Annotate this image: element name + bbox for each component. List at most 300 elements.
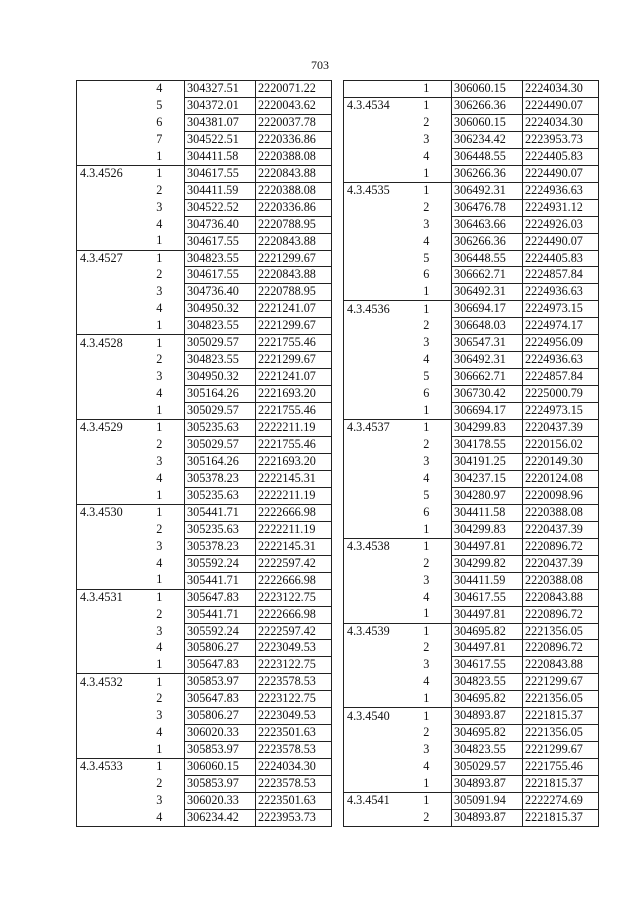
y-coordinate-cell: 2220788.95 [256,284,332,301]
page-number: 703 [311,58,329,72]
point-number-cell: 4 [156,386,163,401]
table-row [77,691,332,708]
x-coordinate-cell: 304736.40 [185,284,256,301]
section-id-cell: 4.3.4535 [344,182,402,199]
x-coordinate-cell: 304695.82 [452,691,523,708]
y-coordinate-cell: 2223578.53 [256,674,332,691]
point-number-cell: 1 [402,793,452,810]
section-id-cell: 4.3.4534 [344,97,402,114]
x-coordinate-cell: 304736.40 [185,216,256,233]
point-number-cell: 1 [156,657,163,672]
point-number-cell: 3 [156,199,163,214]
table-row [77,437,332,454]
x-coordinate-cell: 304617.55 [185,233,256,250]
table-row [77,131,332,148]
x-coordinate-cell: 304299.83 [452,420,523,437]
point-number-cell: 4 [423,148,430,163]
table-row [77,369,332,386]
x-coordinate-cell: 305235.63 [185,521,256,538]
x-coordinate-cell: 305091.94 [452,793,523,810]
section-id-cell [77,793,135,810]
table-row [344,521,599,538]
x-coordinate-cell: 306448.55 [452,250,523,267]
section-id-cell [344,114,402,131]
section-id-cell [344,487,402,504]
y-coordinate-cell: 2223122.75 [256,589,332,606]
point-number-cell: 1 [156,148,163,163]
x-coordinate-cell: 306662.71 [452,267,523,284]
y-coordinate-cell: 2221815.37 [523,809,599,826]
point-number-cell: 2 [156,352,163,367]
y-coordinate-cell: 2224857.84 [523,369,599,386]
section-id-cell [77,233,135,250]
point-number-cell: 5 [423,250,430,265]
section-id-cell [77,199,135,216]
point-number-cell: 1 [423,691,430,706]
section-id-cell [77,403,135,420]
y-coordinate-cell: 2224973.15 [523,301,599,318]
section-id-cell [77,572,135,589]
coordinates-table-right [343,80,599,827]
table-row [77,352,332,369]
point-number-cell: 1 [402,538,452,555]
point-number-cell: 1 [156,318,163,333]
x-coordinate-cell: 304411.58 [452,504,523,521]
section-id-cell [77,267,135,284]
point-number-cell: 1 [423,775,430,790]
x-coordinate-cell: 306662.71 [452,369,523,386]
x-coordinate-cell: 306060.15 [185,759,256,776]
point-number-cell: 2 [156,521,163,536]
section-id-cell [77,148,135,165]
point-number-cell: 2 [423,640,430,655]
x-coordinate-cell: 304237.15 [452,470,523,487]
section-id-cell [77,182,135,199]
point-number-cell: 1 [402,97,452,114]
point-number-cell: 1 [156,741,163,756]
x-coordinate-cell: 306060.15 [452,81,523,98]
y-coordinate-cell: 2221299.67 [256,318,332,335]
x-coordinate-cell: 305235.63 [185,487,256,504]
point-number-cell: 1 [402,301,452,318]
section-id-cell [77,301,135,318]
x-coordinate-cell: 305592.24 [185,555,256,572]
section-id-cell [344,318,402,335]
table-row [77,725,332,742]
section-id-cell [344,606,402,623]
section-id-cell [344,81,402,98]
x-coordinate-cell: 305806.27 [185,640,256,657]
table-row [344,572,599,589]
table-row [77,674,332,691]
section-id-cell [77,640,135,657]
point-number-cell: 3 [423,657,430,672]
x-coordinate-cell: 304411.59 [452,572,523,589]
table-row [344,233,599,250]
table-row [344,538,599,555]
table-row [77,470,332,487]
point-number-cell: 5 [423,487,430,502]
section-id-cell [344,148,402,165]
x-coordinate-cell: 306020.33 [185,793,256,810]
y-coordinate-cell: 2224936.63 [523,284,599,301]
y-coordinate-cell: 2220156.02 [523,437,599,454]
section-id-cell [77,437,135,454]
table-row [344,809,599,826]
x-coordinate-cell: 304178.55 [452,437,523,454]
x-coordinate-cell: 304327.51 [185,81,256,98]
point-number-cell: 5 [423,369,430,384]
section-id-cell: 4.3.4531 [77,589,135,606]
section-id-cell [344,555,402,572]
y-coordinate-cell: 2224926.03 [523,216,599,233]
y-coordinate-cell: 2220896.72 [523,538,599,555]
table-row [77,538,332,555]
x-coordinate-cell: 306463.66 [452,216,523,233]
table-row [77,742,332,759]
point-number-cell: 3 [156,538,163,553]
point-number-cell: 3 [156,623,163,638]
x-coordinate-cell: 305853.97 [185,742,256,759]
y-coordinate-cell: 2224490.07 [523,233,599,250]
y-coordinate-cell: 2221755.46 [256,335,332,352]
point-number-cell: 1 [135,165,185,182]
x-coordinate-cell: 306060.15 [452,114,523,131]
y-coordinate-cell: 2220896.72 [523,640,599,657]
section-id-cell [344,572,402,589]
table-row [77,606,332,623]
x-coordinate-cell: 305647.83 [185,589,256,606]
y-coordinate-cell: 2220071.22 [256,81,332,98]
point-number-cell: 2 [423,725,430,740]
table-row [77,97,332,114]
point-number-cell: 6 [423,504,430,519]
y-coordinate-cell: 2221755.46 [523,759,599,776]
point-number-cell: 4 [135,81,185,98]
x-coordinate-cell: 304823.55 [185,352,256,369]
table-row [77,335,332,352]
table-row [344,437,599,454]
y-coordinate-cell: 2223049.53 [256,708,332,725]
table-row [77,233,332,250]
y-coordinate-cell: 2223578.53 [256,776,332,793]
y-coordinate-cell: 2223049.53 [256,640,332,657]
section-id-cell: 4.3.4528 [77,335,135,352]
point-number-cell: 1 [156,572,163,587]
y-coordinate-cell: 2224974.17 [523,318,599,335]
y-coordinate-cell: 2222666.98 [256,504,332,521]
x-coordinate-cell: 305441.71 [185,572,256,589]
table-row [344,708,599,725]
y-coordinate-cell: 2220437.39 [523,521,599,538]
x-coordinate-cell: 306266.36 [452,97,523,114]
y-coordinate-cell: 2221299.67 [523,674,599,691]
y-coordinate-cell: 2224034.30 [523,114,599,131]
table-row [344,386,599,403]
table-row [77,708,332,725]
point-number-cell: 2 [423,437,430,452]
x-coordinate-cell: 304497.81 [452,640,523,657]
section-id-cell [77,318,135,335]
y-coordinate-cell: 2221299.67 [523,742,599,759]
x-coordinate-cell: 306730.42 [452,386,523,403]
point-number-cell: 1 [156,487,163,502]
table-row [77,216,332,233]
x-coordinate-cell: 306266.36 [452,165,523,182]
table-row [77,114,332,131]
section-id-cell [344,470,402,487]
y-coordinate-cell: 2220037.78 [256,114,332,131]
x-coordinate-cell: 305164.26 [185,386,256,403]
section-id-cell [344,674,402,691]
y-coordinate-cell: 2220124.08 [523,470,599,487]
y-coordinate-cell: 2221356.05 [523,623,599,640]
section-id-cell [344,437,402,454]
x-coordinate-cell: 304299.83 [452,521,523,538]
section-id-cell [77,470,135,487]
table-row [344,131,599,148]
table-row [344,657,599,674]
section-id-cell: 4.3.4536 [344,301,402,318]
section-id-cell [77,555,135,572]
point-number-cell: 2 [156,776,163,791]
section-id-cell [77,521,135,538]
y-coordinate-cell: 2220843.88 [256,233,332,250]
y-coordinate-cell: 2220437.39 [523,420,599,437]
y-coordinate-cell: 2220843.88 [256,165,332,182]
table-row [344,318,599,335]
table-row [77,657,332,674]
table-row [77,521,332,538]
y-coordinate-cell: 2223953.73 [256,809,332,826]
y-coordinate-cell: 2224405.83 [523,148,599,165]
point-number-cell: 1 [135,759,185,776]
y-coordinate-cell: 2222211.19 [256,521,332,538]
point-number-cell: 2 [156,267,163,282]
point-number-cell: 4 [423,674,430,689]
y-coordinate-cell: 2220896.72 [523,606,599,623]
y-coordinate-cell: 2224034.30 [523,81,599,98]
point-number-cell: 1 [135,674,185,691]
section-id-cell: 4.3.4529 [77,420,135,437]
x-coordinate-cell: 304695.82 [452,725,523,742]
y-coordinate-cell: 2222666.98 [256,572,332,589]
y-coordinate-cell: 2221299.67 [256,250,332,267]
table-row [77,572,332,589]
section-id-cell: 4.3.4539 [344,623,402,640]
point-number-cell: 4 [156,725,163,740]
section-id-cell [344,759,402,776]
y-coordinate-cell: 2224936.63 [523,182,599,199]
y-coordinate-cell: 2222666.98 [256,606,332,623]
y-coordinate-cell: 2220149.30 [523,453,599,470]
table-row [344,114,599,131]
point-number-cell: 3 [423,131,430,146]
table-row [344,182,599,199]
table-row [344,470,599,487]
table-row [344,674,599,691]
table-row [77,165,332,182]
y-coordinate-cell: 2221241.07 [256,369,332,386]
table-row [344,487,599,504]
table-row [344,250,599,267]
table-row [77,487,332,504]
x-coordinate-cell: 304497.81 [452,606,523,623]
section-id-cell [77,742,135,759]
section-id-cell [77,216,135,233]
section-id-cell [344,657,402,674]
y-coordinate-cell: 2223501.63 [256,793,332,810]
x-coordinate-cell: 305164.26 [185,453,256,470]
x-coordinate-cell: 304522.51 [185,131,256,148]
point-number-cell: 1 [135,420,185,437]
x-coordinate-cell: 306020.33 [185,725,256,742]
table-row [344,504,599,521]
x-coordinate-cell: 304950.32 [185,301,256,318]
y-coordinate-cell: 2220388.08 [523,572,599,589]
x-coordinate-cell: 305029.57 [185,335,256,352]
table-row [77,759,332,776]
x-coordinate-cell: 304893.87 [452,708,523,725]
y-coordinate-cell: 2221755.46 [256,437,332,454]
table-row [77,386,332,403]
section-id-cell [344,267,402,284]
y-coordinate-cell: 2221693.20 [256,453,332,470]
x-coordinate-cell: 304381.07 [185,114,256,131]
table-row [77,793,332,810]
point-number-cell: 4 [156,470,163,485]
section-id-cell [344,165,402,182]
point-number-cell: 2 [156,437,163,452]
table-row [344,267,599,284]
section-id-cell: 4.3.4533 [77,759,135,776]
point-number-cell: 3 [423,335,430,350]
section-id-cell [77,97,135,114]
point-number-cell: 7 [156,131,163,146]
y-coordinate-cell: 2223953.73 [523,131,599,148]
y-coordinate-cell: 2220336.86 [256,131,332,148]
table-row [77,267,332,284]
y-coordinate-cell: 2224973.15 [523,403,599,420]
point-number-cell: 2 [402,809,452,826]
x-coordinate-cell: 305378.23 [185,470,256,487]
table-row [344,148,599,165]
table-row [344,301,599,318]
point-number-cell: 4 [156,555,163,570]
section-id-cell [344,453,402,470]
table-row [344,691,599,708]
y-coordinate-cell: 2225000.79 [523,386,599,403]
section-id-cell [77,708,135,725]
x-coordinate-cell: 305647.83 [185,691,256,708]
x-coordinate-cell: 306234.42 [185,809,256,826]
section-id-cell [77,691,135,708]
table-row [77,403,332,420]
table-row [344,759,599,776]
x-coordinate-cell: 306547.31 [452,335,523,352]
point-number-cell: 2 [156,182,163,197]
section-id-cell [77,352,135,369]
table-row [77,199,332,216]
point-number-cell: 3 [156,453,163,468]
x-coordinate-cell: 306476.78 [452,199,523,216]
section-id-cell [77,487,135,504]
table-row [344,165,599,182]
table-row [344,420,599,437]
section-id-cell [344,809,402,826]
point-number-cell: 4 [423,759,430,774]
y-coordinate-cell: 2224034.30 [256,759,332,776]
table-row [77,555,332,572]
section-id-cell [344,725,402,742]
x-coordinate-cell: 304950.32 [185,369,256,386]
point-number-cell: 1 [423,402,430,417]
point-number-cell: 1 [135,589,185,606]
y-coordinate-cell: 2224931.12 [523,199,599,216]
x-coordinate-cell: 305029.57 [452,759,523,776]
x-coordinate-cell: 304299.82 [452,555,523,572]
point-number-cell: 1 [402,81,452,98]
y-coordinate-cell: 2222274.69 [523,793,599,810]
table-row [344,369,599,386]
section-id-cell [77,606,135,623]
point-number-cell: 6 [423,267,430,282]
point-number-cell: 2 [156,606,163,621]
x-coordinate-cell: 305853.97 [185,776,256,793]
y-coordinate-cell: 2221356.05 [523,691,599,708]
y-coordinate-cell: 2224857.84 [523,267,599,284]
x-coordinate-cell: 305853.97 [185,674,256,691]
point-number-cell: 1 [402,623,452,640]
section-id-cell [344,386,402,403]
y-coordinate-cell: 2223122.75 [256,657,332,674]
table-row [77,776,332,793]
point-number-cell: 4 [135,809,185,826]
table-row [344,284,599,301]
table-row [344,776,599,793]
section-id-cell [344,403,402,420]
x-coordinate-cell: 304617.55 [452,657,523,674]
point-number-cell: 1 [156,402,163,417]
section-id-cell [77,453,135,470]
y-coordinate-cell: 2220843.88 [523,589,599,606]
section-id-cell: 4.3.4538 [344,538,402,555]
y-coordinate-cell: 2221755.46 [256,403,332,420]
section-id-cell: 4.3.4526 [77,165,135,182]
point-number-cell: 1 [423,521,430,536]
table-row [344,352,599,369]
x-coordinate-cell: 306492.31 [452,352,523,369]
y-coordinate-cell: 2220437.39 [523,555,599,572]
x-coordinate-cell: 304617.55 [452,589,523,606]
table-row [344,453,599,470]
y-coordinate-cell: 2222145.31 [256,538,332,555]
section-id-cell [77,386,135,403]
point-number-cell: 4 [423,233,430,248]
point-number-cell: 1 [135,335,185,352]
section-id-cell [77,538,135,555]
y-coordinate-cell: 2221815.37 [523,708,599,725]
section-id-cell [77,725,135,742]
table-row [77,284,332,301]
table-row [77,301,332,318]
point-number-cell: 3 [156,708,163,723]
point-number-cell: 4 [423,589,430,604]
y-coordinate-cell: 2220336.86 [256,199,332,216]
table-row [77,623,332,640]
section-id-cell [344,250,402,267]
table-row [77,589,332,606]
